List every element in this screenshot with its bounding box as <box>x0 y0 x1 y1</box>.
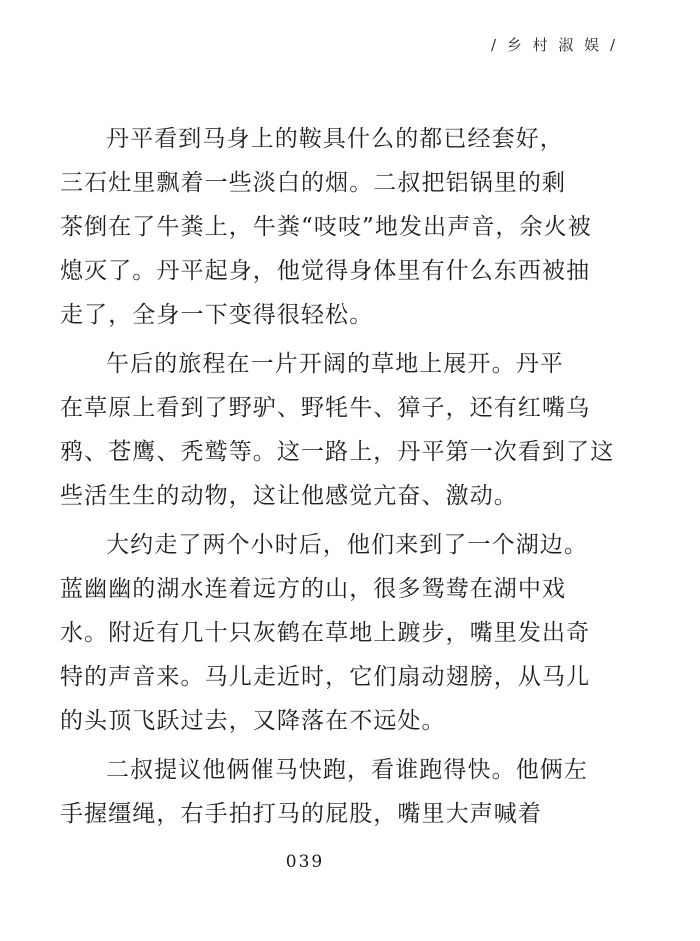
text-line: 些活生生的动物，这让他感觉亢奋、激动。 <box>60 483 518 509</box>
text-line: 手握缰绳，右手拍打马的屁股，嘴里大声喊着 <box>60 801 542 827</box>
text-line: 水。附近有几十只灰鹤在草地上踱步，嘴里发出奇 <box>60 620 591 646</box>
text-line: 熄灭了。丹平起身，他觉得身体里有什么东西被抽 <box>60 258 591 284</box>
page-number: 039 <box>285 852 325 872</box>
text-line: 丹平看到马身上的鞍具什么的都已经套好， <box>106 126 564 152</box>
text-line: 茶倒在了牛粪上，牛粪“吱吱”地发出声音，余火被 <box>60 214 592 240</box>
text-line: 鸦、苍鹰、秃鹫等。这一路上，丹平第一次看到了这 <box>60 439 615 465</box>
body-text <box>60 117 630 836</box>
running-header: / 乡 村 淑 娱 / <box>491 36 618 54</box>
text-line: 三石灶里飘着一些淡白的烟。二叔把铝锅里的剩 <box>60 170 567 196</box>
text-line: 大约走了两个小时后，他们来到了一个湖边。 <box>106 532 588 558</box>
text-line: 走了，全身一下变得很轻松。 <box>60 302 374 328</box>
paragraph-3 <box>60 523 630 743</box>
paragraph-2 <box>60 342 630 518</box>
paragraph-1 <box>60 117 630 337</box>
paragraph-4 <box>60 748 630 836</box>
text-line: 午后的旅程在一片开阔的草地上展开。丹平 <box>106 351 564 377</box>
text-line: 特的声音来。马儿走近时，它们扇动翅膀，从马儿 <box>60 664 591 690</box>
text-line: 二叔提议他俩催马快跑，看谁跑得快。他俩左 <box>106 757 588 783</box>
text-line: 在草原上看到了野驴、野牦牛、獐子，还有红嘴乌 <box>60 395 591 421</box>
text-line: 蓝幽幽的湖水连着远方的山，很多鸳鸯在湖中戏 <box>60 576 567 602</box>
text-line: 的头顶飞跃过去，又降落在不远处。 <box>60 708 446 734</box>
